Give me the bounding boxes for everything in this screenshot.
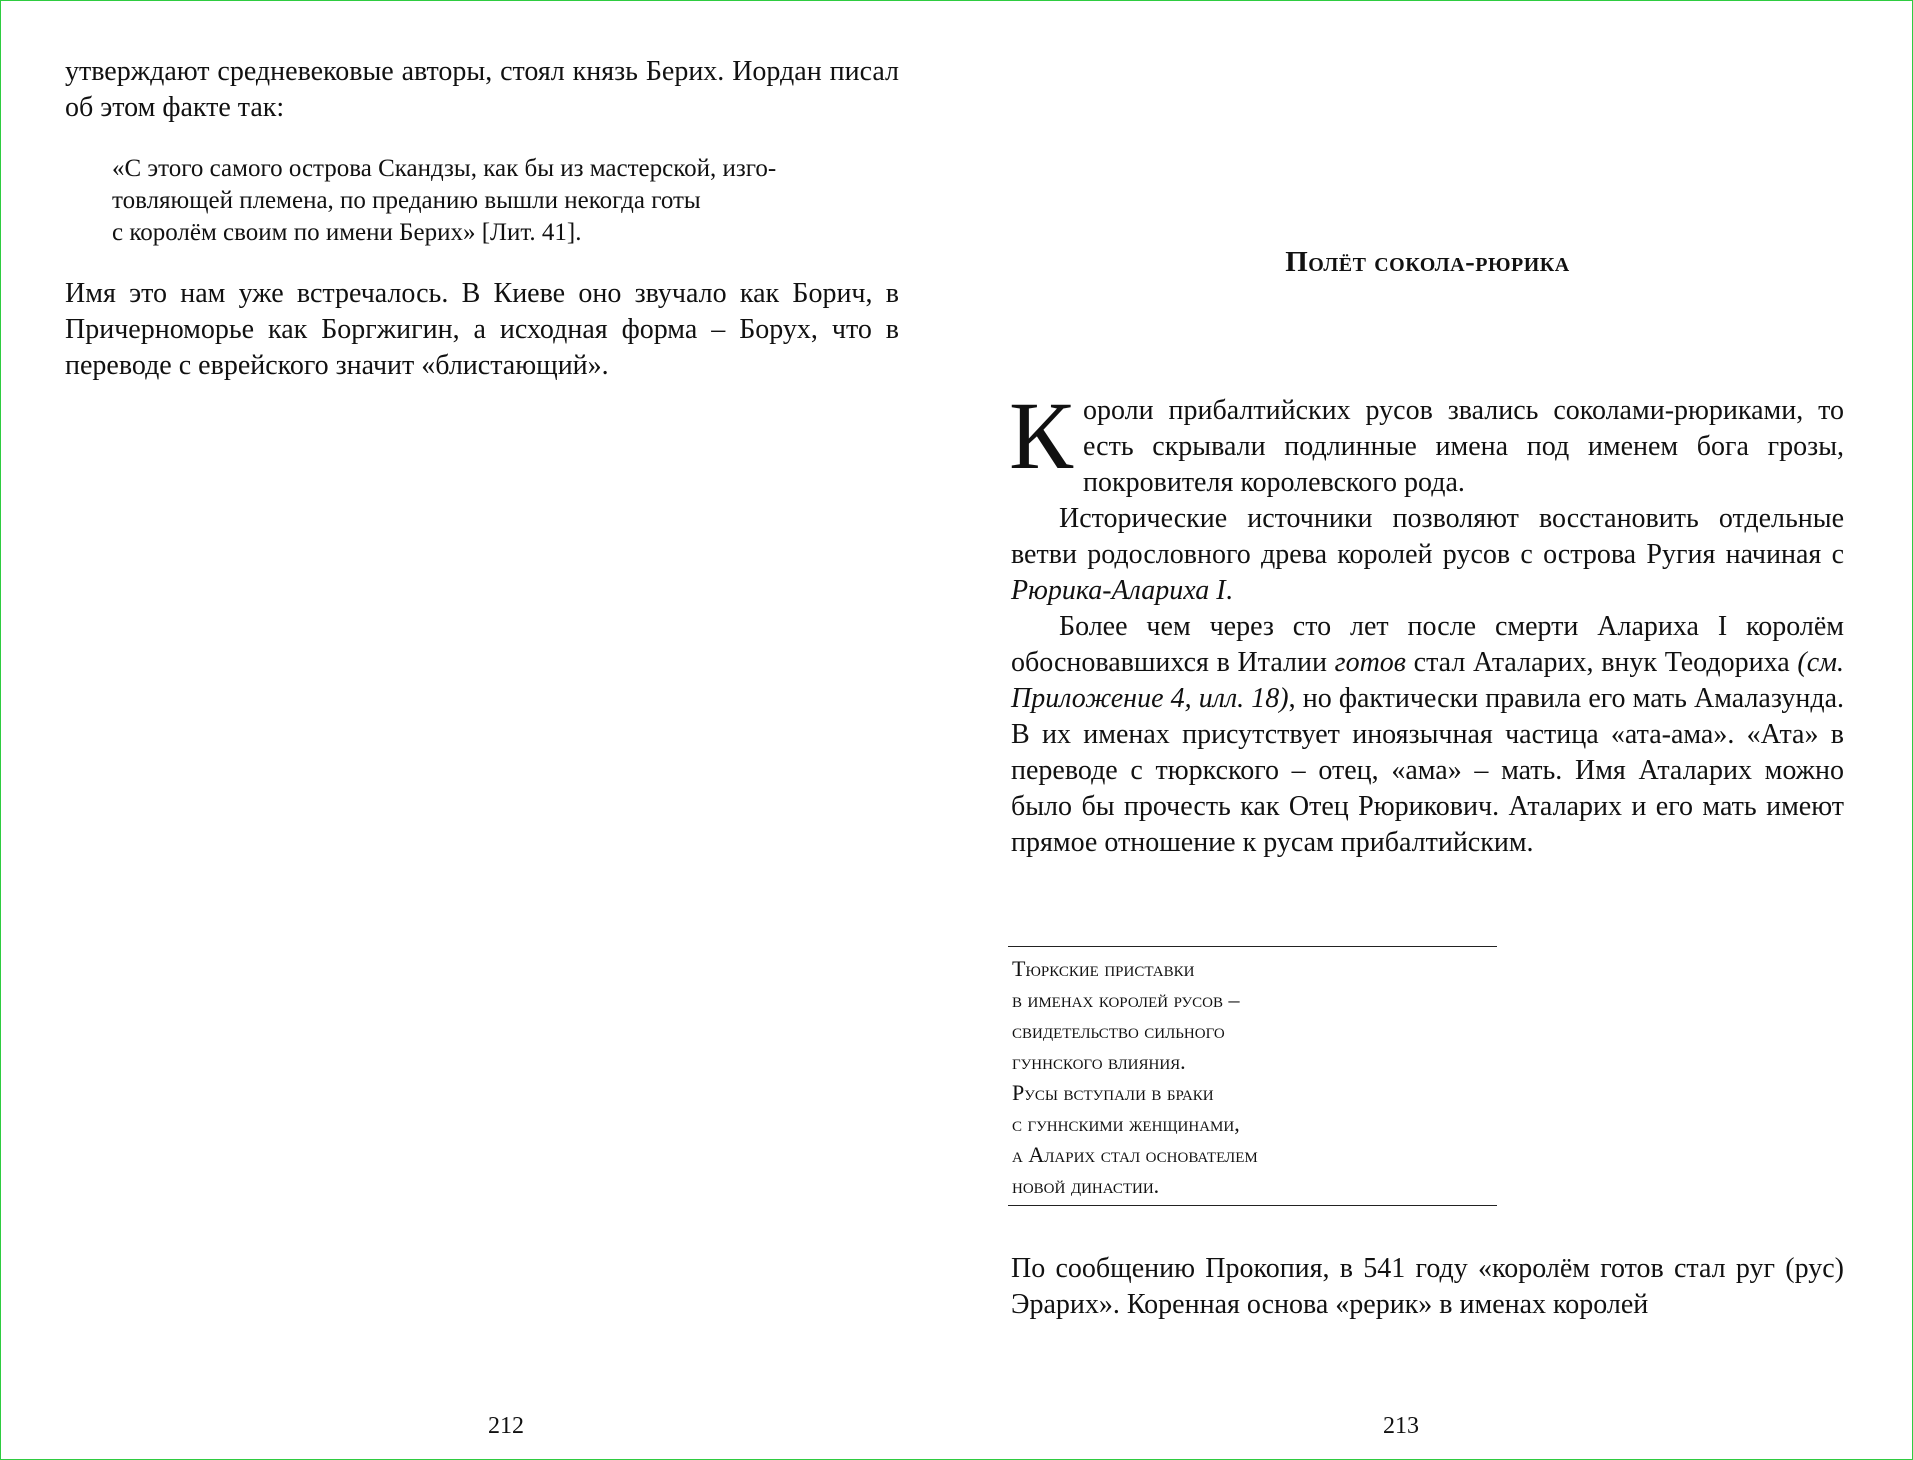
callout-line: с гуннскими женщинами, [1012, 1111, 1240, 1136]
right-page [956, 1, 1912, 1459]
paragraph-2-end: . [1225, 575, 1233, 606]
page-number-right: 213 [1383, 1413, 1419, 1439]
left-paragraph-2: Имя это нам уже встречалось. В Киеве оно звучало как Борич, в Причерноморье как Боргжигин, а исходная форма – Борух, что в переводе с еврейского значит «блистающий». [65, 278, 899, 381]
callout-line: Русы вступали в браки [1012, 1080, 1214, 1105]
paragraph-3 [1011, 609, 1844, 861]
paragraph-1 [1009, 382, 1844, 501]
left-top-paragraph: утверждают средневековые авторы, стоял князь Берих. Иордан писал об этом факте так: [65, 56, 899, 123]
quote-line: «С этого самого острова Скандзы, как бы из мастерской, изго- [112, 155, 777, 182]
callout-line: свидетельство сильного [1012, 1018, 1225, 1043]
paragraph-3-b: стал Аталарих, внук Теодориха [1405, 647, 1798, 678]
paragraph-3-c: , но фактически правила его мать Амалазунда. В их именах присутствует иноязычная частица «ата-ама». «Ата» в переводе с тюркского – отец, «ама» – мать. Имя Аталарих можно было бы прочесть как Отец Рюрикович. Аталарих и его мать имеют прямое отношение к русам прибалтийским. [1011, 683, 1844, 858]
left-page [1, 1, 956, 1459]
quote-line: товляющей племена, по преданию вышли некогда готы [112, 187, 701, 214]
callout-line: гуннского влияния. [1012, 1049, 1186, 1074]
callout-line: а Аларих стал основателем [1012, 1142, 1258, 1167]
block-quote [112, 153, 872, 249]
drop-cap: К [1009, 382, 1074, 489]
paragraph-2-italic: Рюрика-Алариха I [1011, 575, 1226, 606]
right-main-text [1009, 382, 1844, 861]
right-bottom-paragraph: По сообщению Прокопия, в 541 году «королём готов стал руг (рус) Эрарих». Коренная основа «рерик» в именах королей [1011, 1253, 1844, 1320]
chapter-heading: Полёт сокола-рюрика [1285, 246, 1570, 278]
paragraph-2 [1011, 501, 1844, 609]
callout-line: новой династии. [1012, 1173, 1160, 1198]
appendix-reference: (см. Приложение 4, илл. 18) [1011, 647, 1844, 714]
callout-line: Тюркские приставки [1012, 956, 1195, 981]
page-number-left: 212 [488, 1413, 524, 1439]
paragraph-2-text: Исторические источники позволяют восстановить отдельные ветви родословного древа королей русов с острова Ругия начиная с [1011, 503, 1844, 570]
paragraph-1-text: ороли прибалтийских русов звались соколами-рюриками, то есть скрывали подлинные имена под именем бога грозы, покровителя королевского рода. [1083, 395, 1844, 498]
paragraph-3-a: Более чем через сто лет после смерти Алариха I королём обосновавшихся в Италии [1011, 611, 1844, 678]
callout-line: в именах королей русов – [1012, 987, 1240, 1012]
sidebar-callout [1008, 946, 1497, 1206]
paragraph-3-goths: готов [1334, 647, 1406, 678]
quote-line: с королём своим по имени Берих» [Лит. 41]. [112, 219, 582, 246]
